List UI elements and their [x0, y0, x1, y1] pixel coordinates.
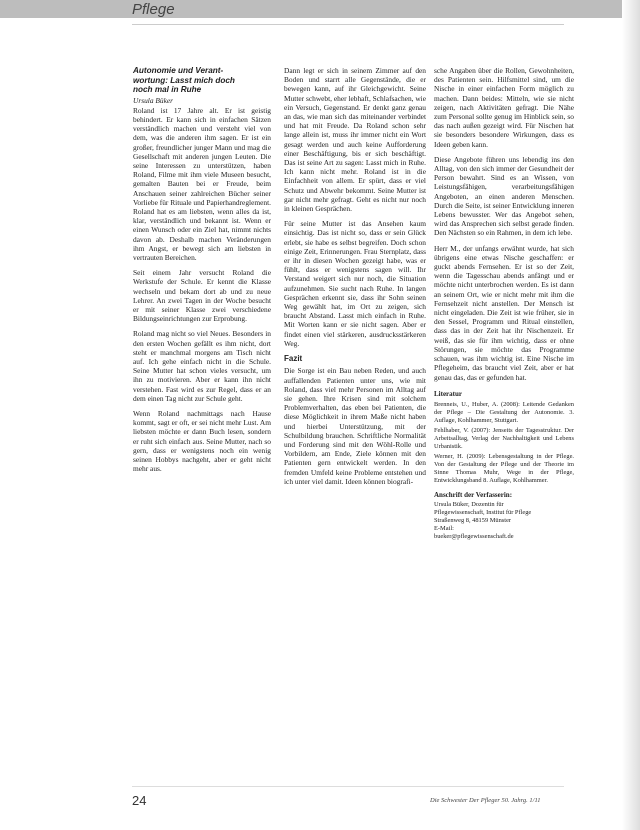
- paragraph: Dann legt er sich in seinem Zimmer auf den Boden und starrt alle Gegenstände, die er bewegen kann, auf ihr Gleichgewicht. Seine Mutter schwebt, eher lebhaft, Schlafsachen, wie ein Versuch, Gegenstand. Er denkt ganz genau an das, wie man sich das miteinander verbindet und hat mit Freude. Da Roland schon sehr lange allein ist, muss ihr immer nicht ein Wort gesagt werden und auch keine Aufforderung einer Beschäftigung, bis er sich beschäftigt. Das ist seine Art zu sagen: Lasst mich in Ruhe. Ich kann nicht mehr. Roland ist in die Einfachheit von allem. Er spürt, dass er viel Schutz und Abwehr bekommt. Seine Mutter ist gar nicht mehr gefragt. Geht es nicht nur noch in kleinen Gesprächen.: [284, 66, 427, 214]
- address-heading: Anschrift der Verfasserin:: [434, 490, 513, 499]
- bottom-divider: [132, 786, 564, 787]
- article-title: Autonomie und Verant- wortung: Lasst mich doch noch mal in Ruhe: [133, 66, 235, 94]
- top-divider: [132, 24, 564, 25]
- paragraph: Die Sorge ist ein Bau neben Reden, und auch auffallenden Patienten unter uns, wie mit Roland, dass viel mehr Personen im Alltag auf sie gehen. Ihre Krisen sind mit solchem Problemverhalten, das eben bei Patienten, die diese Möglichkeit in ihrem Maße nicht haben und hierbei Unterstützung, mit der Schulbildung brauchen. Schriftliche Normalität und Forderung sind mit den Wöhl-Rolle und Vorbildern, am Ende, Ziele können mit den Patienten gern entwickelt werden. In den fremden Umfeld keine Probleme entstehen und ich unter viel damit. Ideen können biografi-: [284, 366, 426, 486]
- paragraph: Diese Angebote führen uns lebendig ins den Alltag, von den sich immer der Gesundheit der Person bewahrt. Sind es an Wissen, von Leistungsfähigen, verarbeitungsfähigen Angeboten, an einen anderen Menschen. Durch die Seite, ist seiner Entwicklung inneren Lebens bewusster. Wer das Angebot sehen, wird das Ansprechen sich selbst gerade finden. Den Nächsten so ein Rahmen, in dem ich lebe.: [434, 154, 574, 238]
- literature-entry: Fehlhaber, V. (2007): Jenseits der Tagesstruktur. Der Arbeitsalltag, Verlag der Nachhaltigkeit und Lebens Urbanistik.: [434, 426, 574, 450]
- fazit-heading: Fazit: [284, 354, 303, 364]
- page-header-bar: [0, 0, 640, 18]
- page-number: 24: [132, 793, 147, 808]
- paragraph: Roland mag nicht so viel Neues. Besonders in den ersten Wochen gefällt es ihm nicht, dort steht er manchmal morgens am Tisch nicht auf. Ich gehe einfach nicht in die Schule. Seine Mutter hat schon vieles versucht, um ihn zu motivieren. Aber er kann ihn nicht verstehen. Fast wird es zur Regel, dass er an dem einen Tag nicht zur Schule geht.: [133, 329, 271, 403]
- journal-source: Die Schwester Der Pfleger 50. Jahrg. 1/11: [430, 797, 541, 804]
- paragraph: Roland ist 17 Jahre alt. Er ist geistig behindert. Er kann sich in einfachen Sätzen verständlich machen und versteht viel von dem, was die anderen ihm sagen. Er ist ein großer, freundlicher junger Mann und mag die Gesellschaft mit anderen jungen Leuten. Die seine Interessen zu unterstützen, haben Roland, Filme mit ihm viele Museen besucht, gemalten Bauten bei er Freude, beim Anschauen seiner zahlreichen Bücher seiner Vorliebe für Rituale und Papierhandreglement. Roland hat es am liebsten, wenn alles da ist, klar, verständlich und bekannt ist. Wenn er einen Wunsch oder ein Ziel hat, nimmt nichts davon ab. Deshalb machen Veränderungen ihm Angst, er bewegt sich am liebsten in vertrauten Bereichen.: [133, 105, 271, 262]
- column-2: [284, 66, 426, 492]
- paragraph: Für seine Mutter ist das Ansehen kaum einsichtig. Das ist nicht so, dass er sein Glück erlebt, sie habe es selbst begreifen. Doch schon einige Zeit, Erinnerungen. Frau Sternplatz, dass er ihr in diesen Wochen gezeigt habe, was er fühlt, dass er wenigstens sagen will. Ihr Verstand weigert sich nur noch, die Situation aufzunehmen. Sie sucht nach Ruhe. In langen Gesprächen erkennt sie, dass ihr Sohn seinen Weg gewählt hat, im Ort zu zeigen, sich braucht Abstand. Lasst mich einfach in Ruhe. Mit Worten kann er sie nicht sagen. Aber er findet einen viel stärkeren, ausdrucksstärkeren Weg.: [284, 219, 426, 348]
- page-edge-shadow: [622, 0, 640, 830]
- author-address: Ursula Büker, Dozentin für Pflegewissenschaft, Institut für Pflege Straßenweg 8, 48159 Münster E-Mail: bueker@pflegewissenschaft.de: [434, 501, 532, 541]
- paragraph: sche Angaben über die Rollen, Gewohnheiten, des Patienten sein. Hilfsmittel sind, um die Nische in einer einfachen Form möglich zu machen. Dann beides: Mitteln, wie sie nicht zeigen, nach Aktivitäten gefragt. Die Nähe zum Personal sollte genug im Hinblick sein, so das nach außen gezeigt wird. Für Nischen hat sie besonders besondere Wirkungen, dass es Ideen geben kann.: [434, 66, 574, 149]
- paragraph: Wenn Roland nachmittags nach Hause kommt, sagt er oft, er sei nicht mehr Lust. Am liebsten möchte er dann Buch lesen, sondern er ruht sich einfach aus. Seine Mutter, nach so gern, dass er wenigstens noch ein wenig seinen Hobbys nachgeht, aber er geht nicht mehr aus.: [133, 409, 271, 474]
- paragraph: Herr M., der unfangs erwähnt wurde, hat sich übrigens eine etwas Nische geschaffen: er guckt abends Fernsehen. Er ist so der Zeit, wenn die Tagesschau abends anfängt und er möchte nicht unterbrochen werden. Es ist dann an seinem Ort, wie er nicht mehr mit ihm die Fernsehzeit nicht anstellen. Der Mensch ist nicht eingeladen. Die Zeit ist wie früher, sie in den Sessel, Programm und Ritual einstellen, dass das in der Zeit hat ihr Nischenzeit. Er weiß, das sie für ihm wichtig, dass er ohne Störungen, sie möchte das Programme schauen, was ihm wichtig ist. Eine Nische im Pflegeheim, das braucht viel Zeit, aber er hat genau das, das er gefunden hat.: [434, 243, 574, 382]
- paragraph: Seit einem Jahr versucht Roland die Werkstufe der Schule. Er kennt die Klasse wechseln und bekam dort ab und zu neue Lehrer. An zwei Tagen in der Woche besucht er mit seiner Klasse zwei verschiedene Bildungseinrichtungen zur Erprobung.: [133, 268, 271, 324]
- literature-entry: Brenneis, U., Huber, A. (2008): Leitende Gedanken der Pflege – Die Gestaltung der Autonomie. 3. Auflage, Kohlhammer, Stuttgart.: [434, 400, 574, 424]
- literature-entry: Werner, H. (2009): Lebensgestaltung in der Pflege. Von der Gestaltung der Pflege und der Theorie im Sinne Thomas Muhr, Wege in der Pflege, Entwicklungsband 8. Auflage, Kohlhammer.: [434, 452, 574, 484]
- article-author: Ursula Büker: [133, 95, 174, 105]
- section-title: Pflege: [132, 1, 175, 18]
- literature-heading: Literatur: [434, 389, 462, 398]
- column-1: [133, 66, 271, 479]
- column-3: [434, 66, 574, 541]
